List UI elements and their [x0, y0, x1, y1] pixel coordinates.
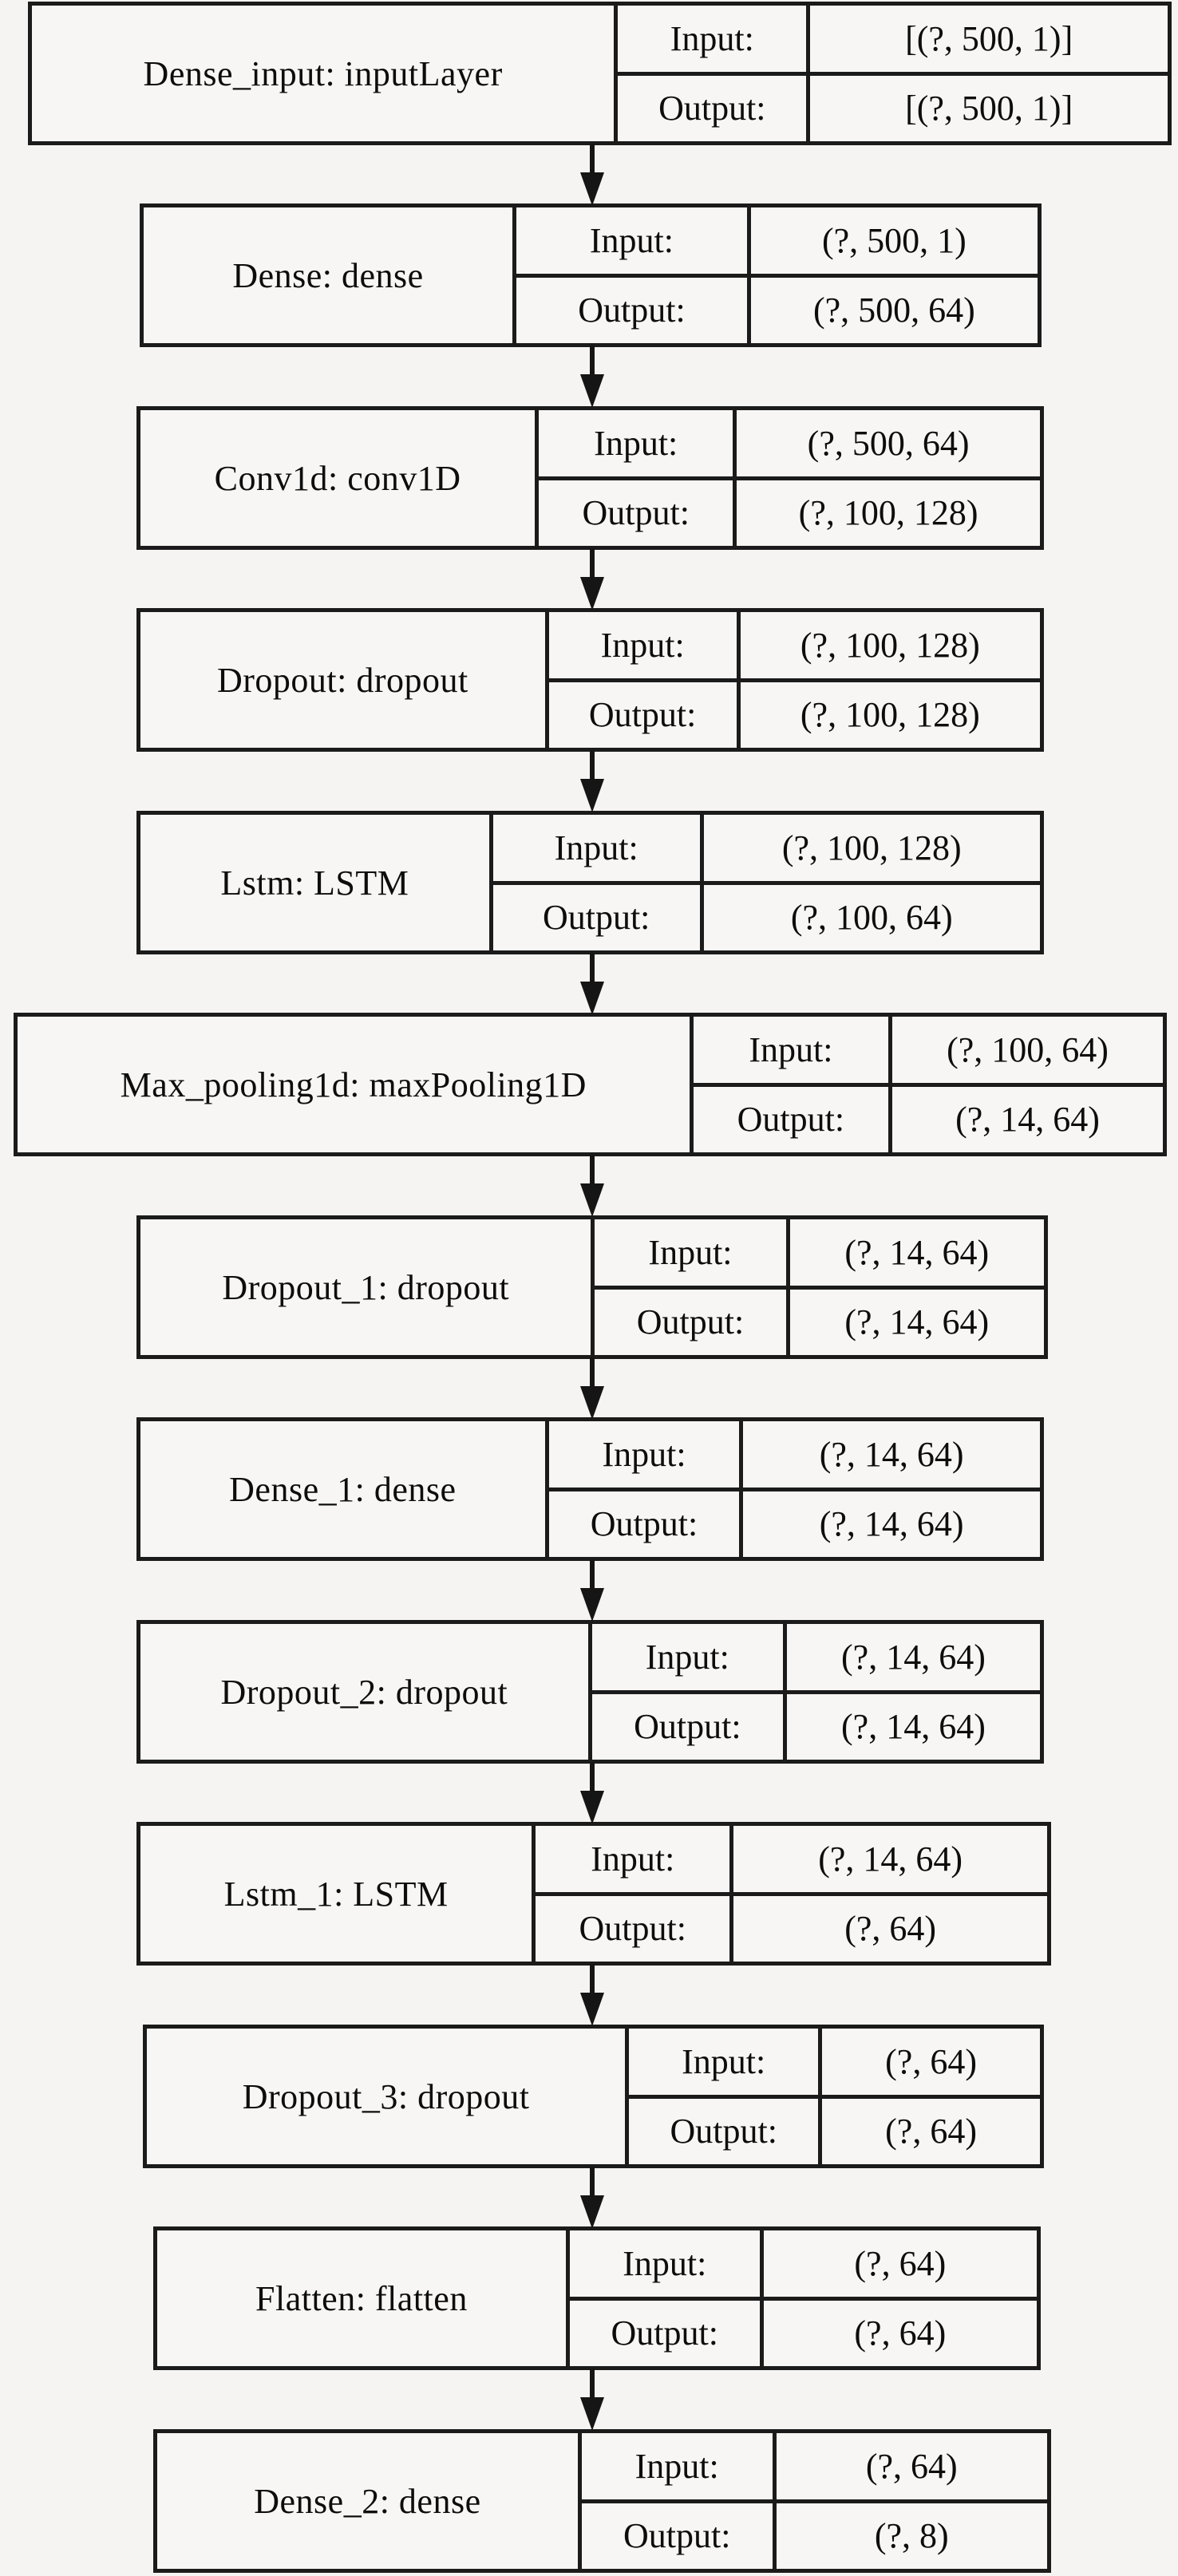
input-shape: (?, 64)	[854, 2243, 947, 2283]
io-table	[549, 612, 1040, 748]
output-label: Output:	[629, 2099, 822, 2165]
input-shape: (?, 64)	[885, 2041, 977, 2081]
layer-name: Lstm_1: LSTM	[140, 1826, 536, 1962]
layer-box-max-pooling1d	[14, 1013, 1167, 1156]
output-label: Output:	[694, 1087, 892, 1153]
input-shape: (?, 100, 128)	[781, 828, 962, 867]
input-label: Input:	[493, 815, 704, 881]
output-label: Output:	[539, 480, 737, 547]
input-label: Input:	[539, 410, 737, 476]
layer-name: Dense: dense	[144, 207, 516, 343]
input-row	[629, 2029, 1040, 2099]
input-row	[570, 2230, 1037, 2301]
layer-box-flatten	[153, 2226, 1041, 2370]
input-label: Input:	[629, 2029, 822, 2095]
input-shape: (?, 64)	[865, 2446, 958, 2486]
layer-box-conv1d	[136, 406, 1044, 550]
layer-box-dense-2	[153, 2429, 1051, 2573]
output-shape: (?, 14, 64)	[819, 1504, 964, 1544]
layer-box-dropout-3	[143, 2025, 1044, 2168]
input-shape: (?, 14, 64)	[819, 1434, 964, 1474]
output-row	[516, 278, 1038, 344]
input-row	[536, 1826, 1047, 1896]
output-row	[570, 2301, 1037, 2367]
layer-box-dropout-1	[136, 1215, 1048, 1359]
input-label: Input:	[592, 1624, 787, 1690]
layer-name: Flatten: flatten	[157, 2230, 570, 2366]
io-table	[539, 410, 1040, 546]
output-row	[629, 2099, 1040, 2165]
layer-name: Dropout_2: dropout	[140, 1624, 592, 1760]
output-label: Output:	[549, 682, 741, 749]
output-row	[694, 1087, 1163, 1153]
layer-box-dense	[140, 203, 1042, 347]
input-shape: (?, 14, 64)	[818, 1839, 963, 1879]
input-shape: (?, 100, 64)	[947, 1029, 1109, 1069]
input-shape: (?, 500, 64)	[807, 423, 970, 463]
output-label: Output:	[536, 1896, 733, 1962]
output-shape: [(?, 500, 1)]	[905, 89, 1073, 128]
output-shape: (?, 14, 64)	[844, 1302, 990, 1342]
input-row	[549, 1421, 1040, 1491]
io-table	[516, 207, 1038, 343]
input-label: Input:	[694, 1017, 892, 1083]
input-row	[549, 612, 1040, 682]
io-table	[592, 1624, 1040, 1760]
output-shape: (?, 8)	[874, 2516, 949, 2556]
io-table	[493, 815, 1040, 950]
layer-name: Max_pooling1d: maxPooling1D	[18, 1017, 694, 1152]
layer-name: Dense_input: inputLayer	[32, 6, 618, 141]
io-table	[629, 2029, 1040, 2164]
input-label: Input:	[618, 6, 810, 72]
output-row	[549, 682, 1040, 749]
input-label: Input:	[549, 1421, 744, 1488]
layer-name: Dense_2: dense	[157, 2433, 582, 2569]
input-row	[694, 1017, 1163, 1087]
input-row	[493, 815, 1040, 885]
layer-box-lstm-1	[136, 1822, 1051, 1966]
input-row	[516, 207, 1038, 278]
layer-name: Dropout: dropout	[140, 612, 549, 748]
output-row	[536, 1896, 1047, 1962]
output-row	[549, 1491, 1040, 1558]
output-row	[582, 2503, 1047, 2570]
output-label: Output:	[516, 278, 751, 344]
output-label: Output:	[493, 885, 704, 951]
output-shape: (?, 64)	[844, 1909, 937, 1949]
io-table	[694, 1017, 1163, 1152]
input-label: Input:	[536, 1826, 733, 1892]
output-shape: (?, 100, 128)	[798, 493, 978, 533]
input-shape: [(?, 500, 1)]	[905, 18, 1073, 58]
input-label: Input:	[595, 1219, 789, 1286]
layer-box-dense-1	[136, 1417, 1044, 1561]
output-label: Output:	[582, 2503, 777, 2570]
layer-box-dropout-2	[136, 1620, 1044, 1764]
input-row	[539, 410, 1040, 480]
output-shape: (?, 500, 64)	[813, 290, 975, 330]
input-shape: (?, 14, 64)	[841, 1637, 986, 1677]
input-label: Input:	[516, 207, 751, 274]
layer-box-dense-input	[28, 2, 1172, 145]
input-shape: (?, 500, 1)	[822, 220, 967, 260]
layer-name: Dense_1: dense	[140, 1421, 549, 1557]
output-row	[539, 480, 1040, 547]
io-table	[618, 6, 1168, 141]
output-shape: (?, 100, 128)	[800, 695, 980, 735]
output-label: Output:	[592, 1694, 787, 1760]
io-table	[595, 1219, 1044, 1355]
layer-name: Lstm: LSTM	[140, 815, 493, 950]
output-shape: (?, 14, 64)	[955, 1100, 1100, 1140]
layer-box-dropout	[136, 608, 1044, 752]
output-row	[592, 1694, 1040, 1760]
input-shape: (?, 14, 64)	[844, 1232, 990, 1272]
output-shape: (?, 64)	[854, 2313, 947, 2353]
input-label: Input:	[549, 612, 741, 678]
layer-name: Dropout_3: dropout	[147, 2029, 629, 2164]
input-row	[582, 2433, 1047, 2503]
input-shape: (?, 100, 128)	[800, 625, 980, 665]
output-row	[595, 1290, 1044, 1356]
io-table	[582, 2433, 1047, 2569]
output-shape: (?, 64)	[885, 2112, 977, 2151]
input-row	[595, 1219, 1044, 1290]
output-shape: (?, 100, 64)	[790, 898, 953, 938]
io-table	[536, 1826, 1047, 1962]
layer-name: Conv1d: conv1D	[140, 410, 539, 546]
output-label: Output:	[570, 2301, 764, 2367]
io-table	[549, 1421, 1040, 1557]
output-row	[618, 76, 1168, 142]
output-shape: (?, 14, 64)	[841, 1707, 986, 1747]
input-row	[592, 1624, 1040, 1694]
output-label: Output:	[595, 1290, 789, 1356]
input-label: Input:	[582, 2433, 777, 2499]
input-label: Input:	[570, 2230, 764, 2297]
input-row	[618, 6, 1168, 76]
output-label: Output:	[618, 76, 810, 142]
output-row	[493, 885, 1040, 951]
output-label: Output:	[549, 1491, 744, 1558]
layer-name: Dropout_1: dropout	[140, 1219, 595, 1355]
layer-box-lstm	[136, 811, 1044, 954]
io-table	[570, 2230, 1037, 2366]
